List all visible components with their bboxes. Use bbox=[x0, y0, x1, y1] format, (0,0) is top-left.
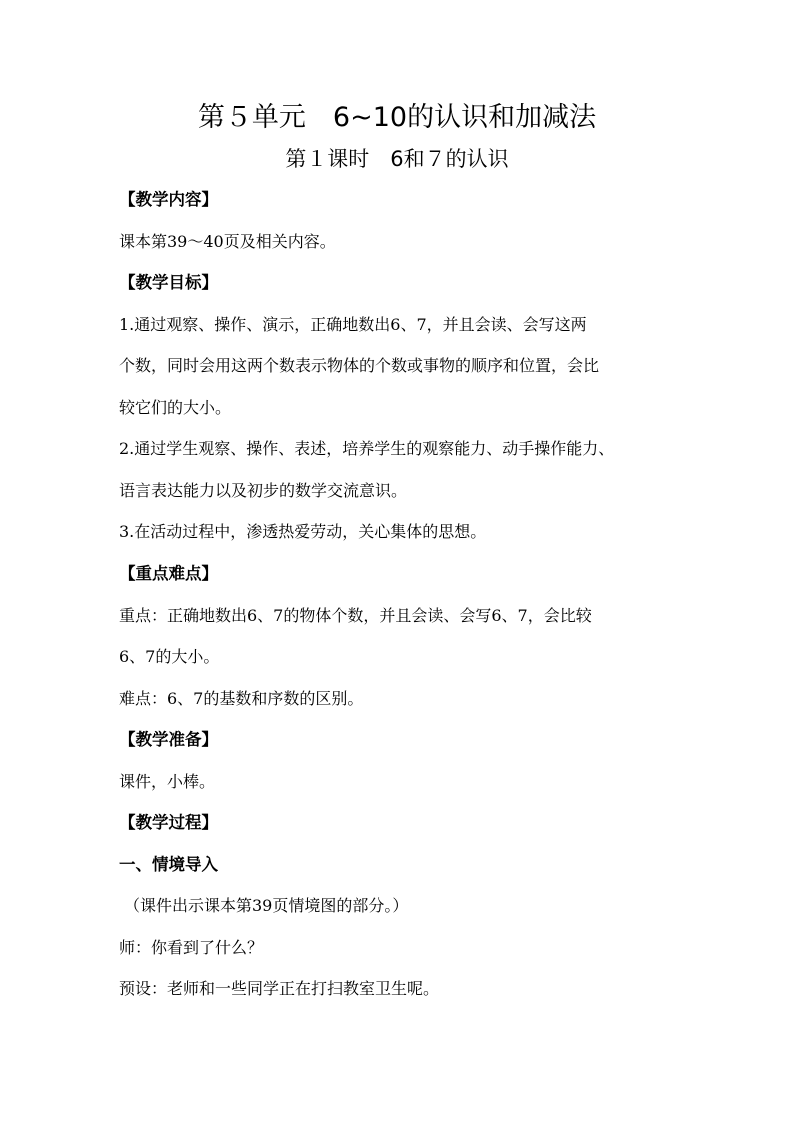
process-subheading: 一、情境导入 bbox=[119, 855, 218, 874]
lesson-title: 第１课时 6和７的认识 bbox=[285, 147, 509, 171]
section-heading-goals: 【教学目标】 bbox=[119, 273, 218, 292]
key-point-line: 难点：6、7的基数和序数的区别。 bbox=[119, 689, 364, 708]
document-title: 第５单元 6~10的认识和加减法 bbox=[197, 102, 597, 133]
goal-line: 语言表达能力以及初步的数学交流意识。 bbox=[119, 481, 408, 500]
goal-line: 3.在活动过程中，渗透热爱劳动，关心集体的思想。 bbox=[119, 522, 487, 541]
process-line: （课件出示课本第39页情境图的部分。） bbox=[124, 896, 409, 915]
goal-line: 1.通过观察、操作、演示，正确地数出6、7，并且会读、会写这两 bbox=[119, 315, 587, 334]
section-heading-process: 【教学过程】 bbox=[119, 813, 218, 832]
key-point-line: 重点：正确地数出6、7的物体个数，并且会读、会写6、7，会比较 bbox=[119, 606, 592, 625]
process-line: 师：你看到了什么？ bbox=[119, 938, 264, 957]
section-heading-preparation: 【教学准备】 bbox=[119, 730, 218, 749]
preparation-text: 课件，小棒。 bbox=[119, 772, 216, 791]
goal-line: 较它们的大小。 bbox=[119, 398, 232, 417]
key-point-line: 6、7的大小。 bbox=[119, 647, 220, 666]
section-heading-key-points: 【重点难点】 bbox=[119, 564, 218, 583]
goal-line: 个数，同时会用这两个数表示物体的个数或事物的顺序和位置，会比 bbox=[119, 356, 600, 375]
goal-line: 2.通过学生观察、操作、表述，培养学生的观察能力、动手操作能力、 bbox=[119, 439, 615, 458]
section-heading-content: 【教学内容】 bbox=[119, 190, 218, 209]
process-line: 预设：老师和一些同学正在打扫教室卫生呢。 bbox=[119, 979, 440, 998]
content-text: 课本第39～40页及相关内容。 bbox=[119, 232, 336, 251]
